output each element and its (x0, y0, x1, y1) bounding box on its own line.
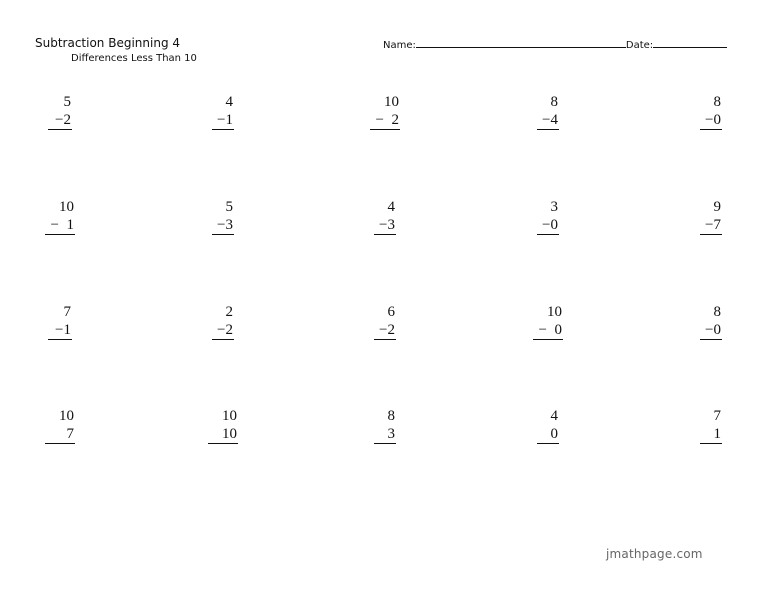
problem-5 (700, 93, 722, 130)
subtrahend: 10 (208, 425, 238, 444)
minuend: 9 (713, 199, 721, 215)
problem-11 (48, 303, 72, 340)
problem-2 (212, 93, 234, 130)
subtrahend: −1 (48, 321, 72, 340)
subtrahend: −2 (48, 111, 72, 130)
subtrahend: −1 (212, 111, 234, 130)
minuend: 6 (387, 304, 395, 320)
minuend: 7 (63, 304, 71, 320)
subtrahend: 0 (537, 425, 559, 444)
problem-1 (48, 93, 72, 130)
minuend: 8 (550, 94, 558, 110)
minuend: 2 (225, 304, 233, 320)
problem-16 (45, 407, 75, 444)
minuend: 10 (59, 199, 74, 215)
date-label: Date: (625, 40, 654, 51)
subtrahend: −4 (537, 111, 559, 130)
minuend: 10 (384, 94, 399, 110)
subtrahend: −3 (374, 216, 396, 235)
problem-4 (537, 93, 559, 130)
problem-14 (533, 303, 563, 340)
date-blank-line[interactable] (653, 38, 727, 48)
problem-9 (537, 198, 559, 235)
minuend: 8 (713, 304, 721, 320)
minuend: 5 (225, 199, 233, 215)
name-blank-line[interactable] (416, 38, 626, 48)
subtrahend: −0 (537, 216, 559, 235)
problem-3 (370, 93, 400, 130)
subtrahend: 1 (700, 425, 722, 444)
subtrahend: −2 (374, 321, 396, 340)
problem-20 (700, 407, 722, 444)
minuend: 8 (713, 94, 721, 110)
subtrahend: − 0 (533, 321, 563, 340)
problem-12 (212, 303, 234, 340)
minuend: 3 (550, 199, 558, 215)
minuend: 8 (387, 408, 395, 424)
subtrahend: −2 (212, 321, 234, 340)
name-date-fields (383, 38, 727, 51)
subtrahend: 7 (45, 425, 75, 444)
name-label: Name: (383, 40, 416, 51)
subtrahend: −0 (700, 111, 722, 130)
problem-18 (374, 407, 396, 444)
subtrahend: −7 (700, 216, 722, 235)
minuend: 10 (59, 408, 74, 424)
subtrahend: −0 (700, 321, 722, 340)
problem-13 (374, 303, 396, 340)
minuend: 7 (713, 408, 721, 424)
minuend: 10 (222, 408, 237, 424)
minuend: 4 (387, 199, 395, 215)
subtrahend: − 1 (45, 216, 75, 235)
problem-19 (537, 407, 559, 444)
minuend: 5 (63, 94, 71, 110)
minuend: 4 (225, 94, 233, 110)
subtrahend: −3 (212, 216, 234, 235)
problem-8 (374, 198, 396, 235)
site-credit: jmathpage.com (606, 547, 703, 561)
worksheet-title: Subtraction Beginning 4 (35, 36, 181, 50)
problem-17 (208, 407, 238, 444)
problem-7 (212, 198, 234, 235)
problem-6 (45, 198, 75, 235)
subtrahend: − 2 (370, 111, 400, 130)
subtrahend: 3 (374, 425, 396, 444)
problem-10 (700, 198, 722, 235)
minuend: 10 (547, 304, 562, 320)
problem-15 (700, 303, 722, 340)
minuend: 4 (550, 408, 558, 424)
worksheet-subtitle: Differences Less Than 10 (71, 53, 197, 64)
